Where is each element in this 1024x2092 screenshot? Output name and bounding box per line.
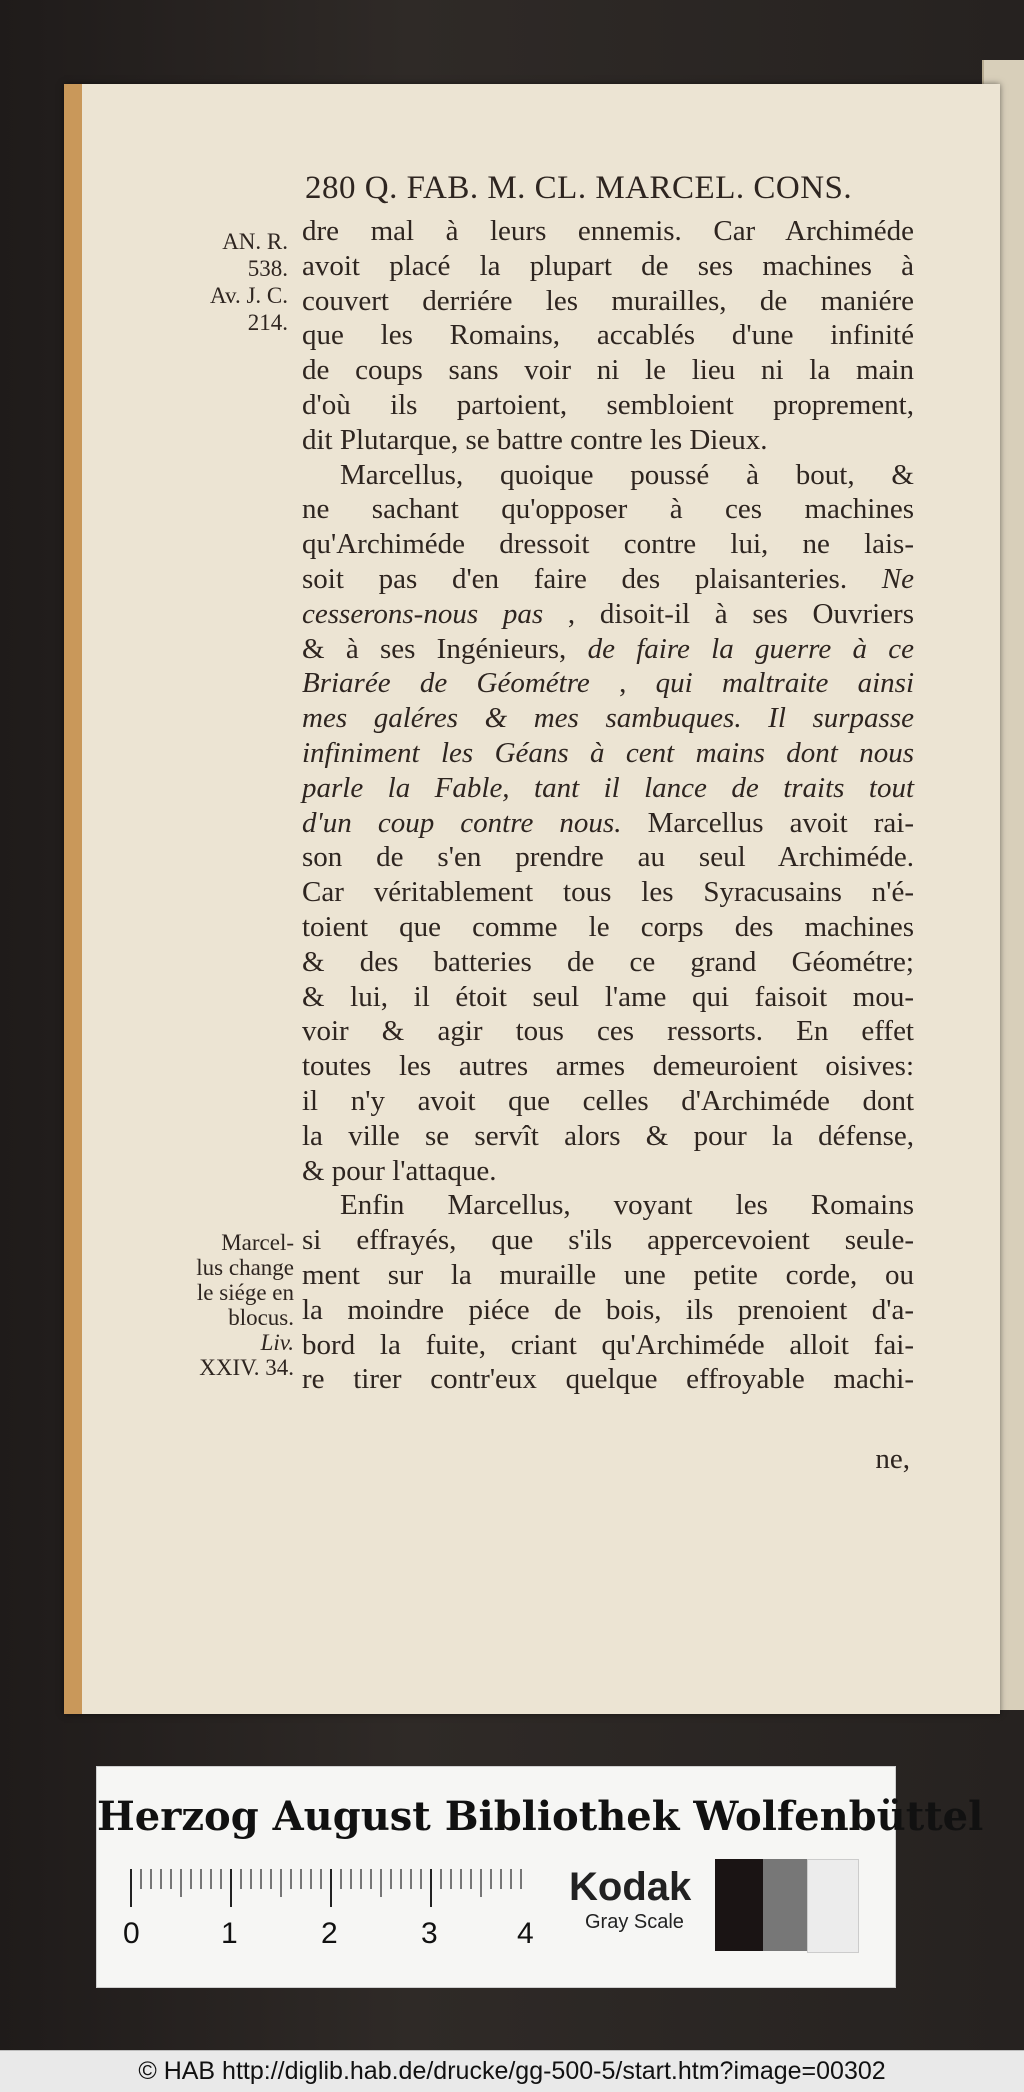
italic-text: Briarée de Géométre [302,667,590,700]
text-line [302,1049,914,1084]
text-line [302,945,914,980]
roman-text: , [589,667,627,700]
text-line [302,1154,914,1189]
roman-text: , disoit-il à ses Ouvriers [543,597,914,630]
roman-text: la ville se servît alors & pour la défense, [302,1119,914,1152]
roman-text: il n'y avoit que celles d'Archiméde dont [302,1084,914,1117]
text-line [302,388,914,423]
text-line [302,1188,914,1223]
catchword: ne, [875,1443,910,1475]
margin-year-line: Av. J. C. [210,283,288,308]
margin-note-line: lus change [196,1255,294,1280]
gray-swatch-dark [715,1859,763,1951]
roman-text: la moindre piéce de bois, ils prenoient d'a- [302,1293,914,1326]
text-line [302,492,914,527]
kodak-brand: Kodak [569,1865,692,1909]
text-line [302,632,914,667]
ruler-number: 0 [123,1917,140,1950]
text-line [302,1084,914,1119]
italic-text: cesserons-nous pas [302,597,544,630]
text-line [302,701,914,736]
text-line [302,284,914,319]
ruler-number: 4 [517,1917,534,1950]
roman-text: de coups sans voir ni le lieu ni la main [302,354,914,387]
text-line [302,736,914,771]
italic-text: Ne [847,562,915,595]
gray-swatch-mid [763,1859,807,1951]
ruler-icon [125,1867,525,1907]
roman-text: d'où ils partoient, sembloient proprement, [302,388,914,421]
text-line [302,771,914,806]
ruler-number: 3 [421,1917,438,1950]
ruler-number: 2 [321,1917,338,1950]
text-line [302,1119,914,1154]
text-line [302,597,914,632]
margin-year-note [150,228,288,336]
roman-text: son de s'en prendre au seul Archiméde. [302,841,914,874]
italic-text: parle la Fable, tant il lance de traits tout [302,771,914,804]
roman-text: re tirer contr'eux quelque effroyable machi- [302,1363,914,1396]
roman-text: & des batteries de ce grand Géométre; [302,945,914,978]
text-line [302,980,914,1015]
margin-side-note [150,1230,294,1380]
margin-year-line: AN. R. [222,229,288,254]
italic-text: qui maltraite ainsi [626,667,915,700]
margin-note-line: Marcel- [221,1230,294,1255]
text-line [302,249,914,284]
roman-text: & à ses Ingénieurs, [302,632,567,665]
roman-text: & lui, il étoit seul l'ame qui faisoit mou- [302,980,914,1013]
margin-note-line: le siége en [196,1280,294,1305]
roman-text: ment sur la muraille une petite corde, ou [302,1258,914,1291]
italic-text: mes galéres & mes sambuques. Il surpasse [302,702,914,735]
italic-text: de faire la guerre à ce [566,632,914,665]
color-reference-card [96,1766,984,1988]
text-line [302,458,914,493]
margin-note-line: XXIV. 34. [199,1355,294,1380]
text-line [302,875,914,910]
roman-text: si effrayés, que s'ils appercevoient seule- [302,1224,914,1257]
library-name: Herzog August Bibliothek Wolfenbüttel [97,1793,984,1840]
roman-text: & pour l'attaque. [302,1154,497,1187]
roman-text: Marcellus avoit rai- [621,806,914,839]
text-line [302,214,914,249]
roman-text: Enfin Marcellus, voyant les Romains [340,1189,914,1222]
margin-year-line: 538. [247,256,288,281]
text-line [302,910,914,945]
text-line [302,1223,914,1258]
text-line [302,840,914,875]
running-header: 280 Q. FAB. M. CL. MARCEL. CONS. [305,170,853,206]
margin-year-line: 214. [247,310,288,335]
roman-text: avoit placé la plupart de ses machines à [302,249,914,282]
ruler-number: 1 [221,1917,238,1950]
margin-note-line: Liv. [260,1330,294,1355]
roman-text: voir & agir tous ces ressorts. En effet [302,1015,914,1048]
roman-text: dit Plutarque, se battre contre les Dieux. [302,423,768,456]
body-text [302,214,914,1397]
text-line [302,1362,914,1397]
text-line [302,1258,914,1293]
text-line [302,1328,914,1363]
margin-note-line: blocus. [228,1305,294,1330]
gray-swatch-light [807,1859,859,1953]
kodak-subtitle: Gray Scale [585,1911,684,1933]
text-line [302,527,914,562]
roman-text: couvert derriére les murailles, de maniére [302,284,914,317]
roman-text: bord la fuite, criant qu'Archiméde alloit fai- [302,1328,914,1361]
copyright-footer: © HAB http://diglib.hab.de/drucke/gg-500-5/start.htm?image=00302 [0,2050,1024,2092]
roman-text: ne sachant qu'opposer à ces machines [302,493,914,526]
roman-text: dre mal à leurs ennemis. Car Archiméde [302,215,914,247]
text-line [302,666,914,701]
text-line [302,806,914,841]
roman-text: Car véritablement tous les Syracusains n'é- [302,876,914,909]
roman-text: qu'Archiméde dressoit contre lui, ne lais- [302,528,914,561]
text-line [302,318,914,353]
italic-text: d'un coup contre nous. [302,806,622,839]
text-line [302,1293,914,1328]
roman-text: Marcellus, quoique poussé à bout, & [340,458,914,491]
text-line [302,1014,914,1049]
text-line [302,562,914,597]
roman-text: soit pas d'en faire des plaisanteries. [302,562,848,595]
roman-text: toient que comme le corps des machines [302,910,914,943]
italic-text: infiniment les Géans à cent mains dont nous [302,736,914,769]
text-line [302,353,914,388]
roman-text: toutes les autres armes demeuroient oisives: [302,1050,914,1083]
text-line [302,423,914,458]
roman-text: que les Romains, accablés d'une infinité [302,319,914,352]
